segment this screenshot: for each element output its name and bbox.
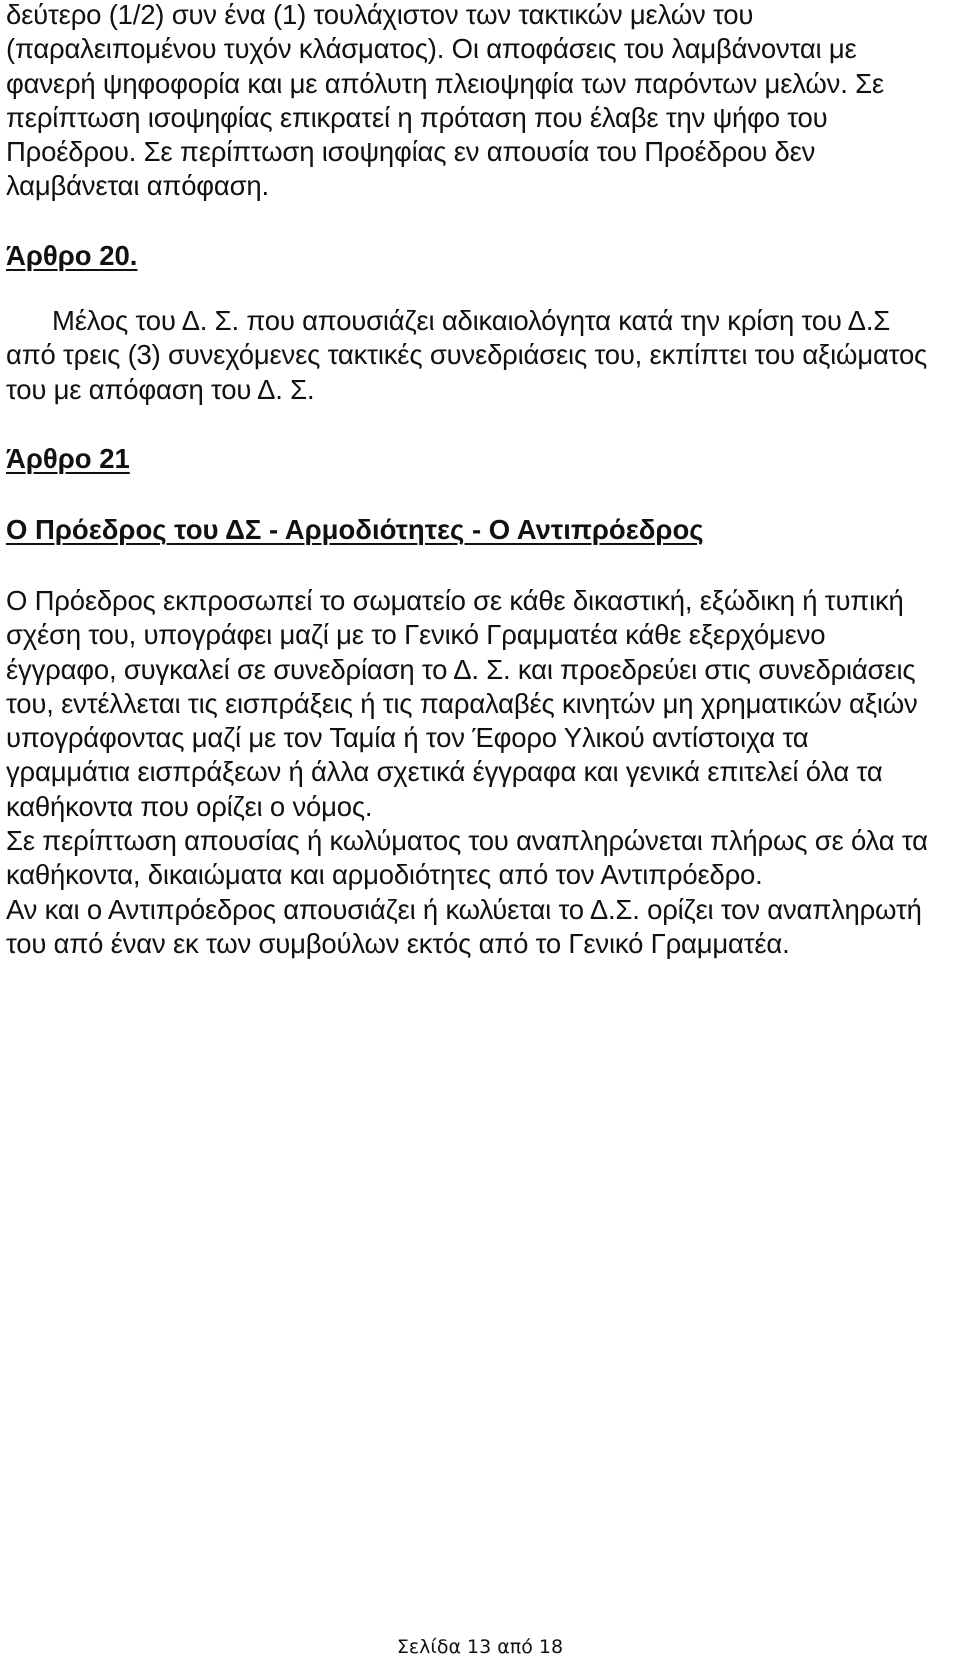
article-21-body	[6, 584, 936, 961]
article-21-paragraph-1: Ο Πρόεδρος εκπροσωπεί το σωματείο σε κάθε δικαστική, εξώδικη ή τυπική σχέση του, υπογράφει μαζί με το Γενικό Γραμματέα κάθε εξερχόμενο έγγραφο, συγκαλεί σε συνεδρίαση το Δ. Σ. και προεδρεύει στις συνεδριάσεις του, εντέλλεται τις εισπράξεις ή τις παραλαβές κινητών μη χρηματικών αξιών υπογράφοντας μαζί με τον Ταμία ή τον Έφορο Υλικού αντίστοιχα τα γραμμάτια εισπράξεων ή άλλα σχετικά έγγραφα και γενικά επιτελεί όλα τα καθήκοντα που ορίζει ο νόμος.	[6, 585, 918, 822]
article-20-heading: Άρθρο 20.	[6, 240, 138, 271]
article-20-text: Μέλος του Δ. Σ. που απουσιάζει αδικαιολόγητα κατά την κρίση του Δ.Σ από τρεις (3) συνεχόμενες τακτικές συνεδριάσεις του, εκπίπτει του αξιώματος του με απόφαση του Δ. Σ.	[6, 305, 928, 405]
article-21-heading: Άρθρο 21	[6, 443, 130, 474]
article-21-paragraph-3: Αν και ο Αντιπρόεδρος απουσιάζει ή κωλύεται το Δ.Σ. ορίζει τον αναπληρωτή του από έναν εκ των συμβούλων εκτός από το Γενικό Γραμματέα.	[6, 893, 922, 959]
page-number-footer: Σελίδα 13 από 18	[396, 1636, 564, 1658]
opening-paragraph: δεύτερο (1/2) συν ένα (1) τουλάχιστον των τακτικών μελών του (παραλειπομένου τυχόν κλάσματος). Οι αποφάσεις του λαμβάνονται με φανερή ψηφοφορία και με απόλυτη πλειοψηφία των παρόντων μελών. Σε περίπτωση ισοψηφίας επικρατεί η πρόταση που έλαβε την ψήφο του Προέδρου. Σε περίπτωση ισοψηφίας εν απουσία του Προέδρου δεν λαμβάνεται απόφαση.	[6, 0, 884, 202]
article-21-paragraph-2: Σε περίπτωση απουσίας ή κωλύματος του αναπληρώνεται πλήρως σε όλα τα καθήκοντα, δικαιώματα και αρμοδιότητες από τον Αντιπρόεδρο.	[6, 825, 928, 891]
article-21-title: Ο Πρόεδρος του ΔΣ - Αρμοδιότητες - Ο Αντιπρόεδρος	[6, 514, 704, 545]
